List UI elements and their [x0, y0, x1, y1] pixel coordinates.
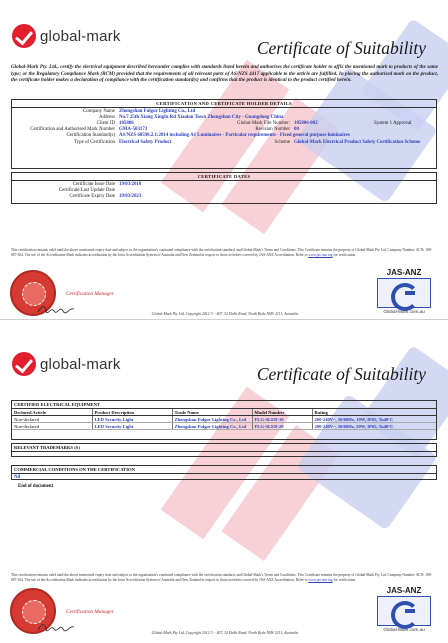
signature-image	[36, 621, 76, 633]
holder-details-table	[12, 108, 436, 145]
signature-image	[36, 303, 76, 315]
certificate-title: Certificate of Suitability	[256, 364, 426, 384]
cell-description: LED Security Light	[92, 416, 172, 423]
validity-fine-print	[11, 248, 437, 257]
checkmark-logo-icon	[12, 352, 36, 376]
dates-header: CERTIFICATE DATES	[12, 173, 436, 181]
jas-anz-title: JAS-ANZ	[386, 268, 422, 277]
holder-details-box	[11, 99, 437, 169]
jas-anz-logo-icon	[377, 278, 431, 308]
jas-anz-badge	[372, 268, 436, 314]
fine-print-text: This certification remains valid until the above mentioned expiry date and subject to the organisation's continued compliance with the certification standard, and Global-Mark's Terms and Conditions. This Certificate remains the property of Global-Mark Pty Ltd, Company Number: ACN: 108-087-654. The use of the Accreditation Mark indicates accreditation by the Joint Accreditation System of Australia and New Zealand in respect to those activities covered by JAS-ANZ Accreditation. Refer to	[11, 573, 432, 582]
logo-text: global-mark	[40, 27, 121, 45]
auth-mark-label: Certification and Authorised Mark Number	[30, 127, 115, 133]
global-mark-logo	[12, 24, 121, 48]
equipment-box	[11, 400, 437, 440]
footer-address: Global-Mark Pty Ltd, Copyright 2012 © - 407, 32 Delhi Road, North Ryde NSW 2113, Australia	[151, 631, 299, 635]
file-label: Global-Mark File Number:	[237, 120, 290, 126]
validity-fine-print	[11, 573, 437, 582]
certificate-title: Certificate of Suitability	[256, 38, 426, 58]
update-date-label: Certificate Last Update Date	[58, 187, 115, 193]
cell-model: FLG-SLED-20	[252, 423, 312, 430]
jas-anz-url: Global-Mark.com.au	[383, 309, 425, 314]
certificate-page-1	[0, 0, 448, 320]
col-rating: Rating	[312, 409, 436, 416]
footer-address: Global-Mark Pty Ltd, Copyright 2012 © - 407, 32 Delhi Road, North Ryde NSW 2113, Australia	[151, 312, 299, 316]
type-label: Type of Certification	[74, 139, 115, 145]
fine-print-tail: for verification.	[333, 252, 357, 257]
address-value: No.7 25th Xiang Xingfu Rd Xiaolan Town Zhongshan City - Guangdong China	[119, 114, 284, 120]
company-value: Zhongshan Fulgor Lighting Co., Ltd	[119, 108, 196, 114]
company-label: Company Name	[83, 108, 115, 114]
fine-print-text: This certification remains valid until the above mentioned expiry date and subject to the organisation's continued compliance with the certification standard, and Global-Mark's Terms and Conditions. This Certificate remains the property of Global-Mark Pty Ltd, Company Number: ACN: 108-087-654. The use of the Accreditation Mark indicates accreditation by the Joint Accreditation System of Australia and New Zealand in respect to those activities covered by JAS-ANZ Accreditation. Refer to	[11, 248, 432, 257]
global-mark-logo	[12, 352, 121, 376]
issue-date-label: Certificate Issue Date	[72, 181, 115, 187]
jas-anz-url: Global-Mark.com.au	[383, 627, 425, 632]
standard-label: Certification Standard(s)	[66, 133, 115, 139]
scheme-value: Global-Mark Electrical Product Safety Certification Scheme	[294, 139, 421, 145]
end-of-document: End of document	[18, 484, 54, 489]
cell-rating: 200-240V~, 50/60Hz, 20W, IP65, Ta40°C	[312, 423, 436, 430]
holder-details-header: CERTIFICATION AND CERTIFICATE HOLDER DETAILS	[12, 100, 436, 108]
cell-trade-name: Zhongshan Fulgor Lighting Co., Ltd	[172, 416, 252, 423]
revision-value: 00	[294, 127, 299, 133]
cell-rating: 200-240V~, 50/60Hz, 10W, IP65, Ta40°C	[312, 416, 436, 423]
certificate-dates-box	[11, 172, 437, 204]
equipment-table	[12, 409, 436, 430]
file-value: 105806-002	[294, 120, 318, 126]
trademarks-header: RELEVANT TRADEMARKS (S)	[12, 444, 436, 452]
col-product-description: Product Description	[92, 409, 172, 416]
cell-declared: Non-declared	[12, 416, 92, 423]
address-label: Address	[98, 114, 115, 120]
col-trade-name: Trade Name	[172, 409, 252, 416]
jas-anz-logo-icon	[377, 596, 431, 626]
certification-manager-label: Certification Manager	[66, 291, 114, 297]
system-approval-label: System 1 Approval	[374, 120, 412, 126]
table-row	[12, 416, 436, 423]
expiry-date-label: Certificate Expiry Date	[69, 193, 115, 199]
checkmark-logo-icon	[12, 24, 36, 48]
cell-declared: Non-declared	[12, 423, 92, 430]
fine-print-tail: for verification.	[333, 577, 357, 582]
equipment-header: CERTIFIED ELECTRICAL EQUIPMENT	[12, 401, 436, 409]
cell-description: LED Security Light	[92, 423, 172, 430]
client-value: 105806	[119, 120, 134, 126]
certificate-page-2	[0, 322, 448, 643]
expiry-date-value: 19/03/2023	[119, 193, 142, 199]
conditions-box	[11, 465, 437, 480]
cell-model: FLG-SLED-10	[252, 416, 312, 423]
col-declared-article: Declared Article	[12, 409, 92, 416]
jas-anz-title: JAS-ANZ	[386, 586, 422, 595]
conditions-header: COMMERCIAL CONDITIONS ON THE CERTIFICATION	[12, 466, 436, 474]
dates-table	[12, 181, 436, 200]
table-row	[12, 423, 436, 430]
jas-anz-link[interactable]: www.jas-anz.org	[308, 252, 333, 257]
intro-paragraph: Global-Mark Pty. Ltd., certify the electrical equipment described hereunder complies with standards listed herein and authorises the certificate holder to affix the mentioned mark to products of the same type; or the Regulatory Compliance Mark (RCM) provided that the requirements of all relevant parts of AS/NZS 4417 applicable to the article are fulfilled. In placing the authorised mark on the product, the certificate holder makes a declaration of compliance with the certification standard(s) and confirms that the product is identical to the product certified herein.	[11, 64, 438, 84]
conditions-value: Nil	[14, 474, 21, 480]
jas-anz-badge	[372, 586, 436, 632]
col-model-number: Model Number	[252, 409, 312, 416]
client-label: Client ID	[96, 120, 115, 126]
certification-manager-label: Certification Manager	[66, 609, 114, 615]
trademarks-box	[11, 443, 437, 457]
logo-text: global-mark	[40, 355, 121, 373]
issue-date-value: 19/03/2018	[119, 181, 142, 187]
type-value: Electrical Safety Product	[119, 139, 172, 145]
standard-value: AS/NZS 60598.2.1:2014 including A1 Luminaires - Particular requirements - Fixed general purpose luminaires	[119, 133, 350, 139]
auth-mark-value: GMA-503173	[119, 127, 148, 133]
jas-anz-link[interactable]: www.jas-anz.org	[308, 577, 333, 582]
scheme-label: Scheme	[274, 139, 290, 145]
cell-trade-name: Zhongshan Fulgor Lighting Co., Ltd	[172, 423, 252, 430]
revision-label: Revision Number	[255, 127, 290, 133]
